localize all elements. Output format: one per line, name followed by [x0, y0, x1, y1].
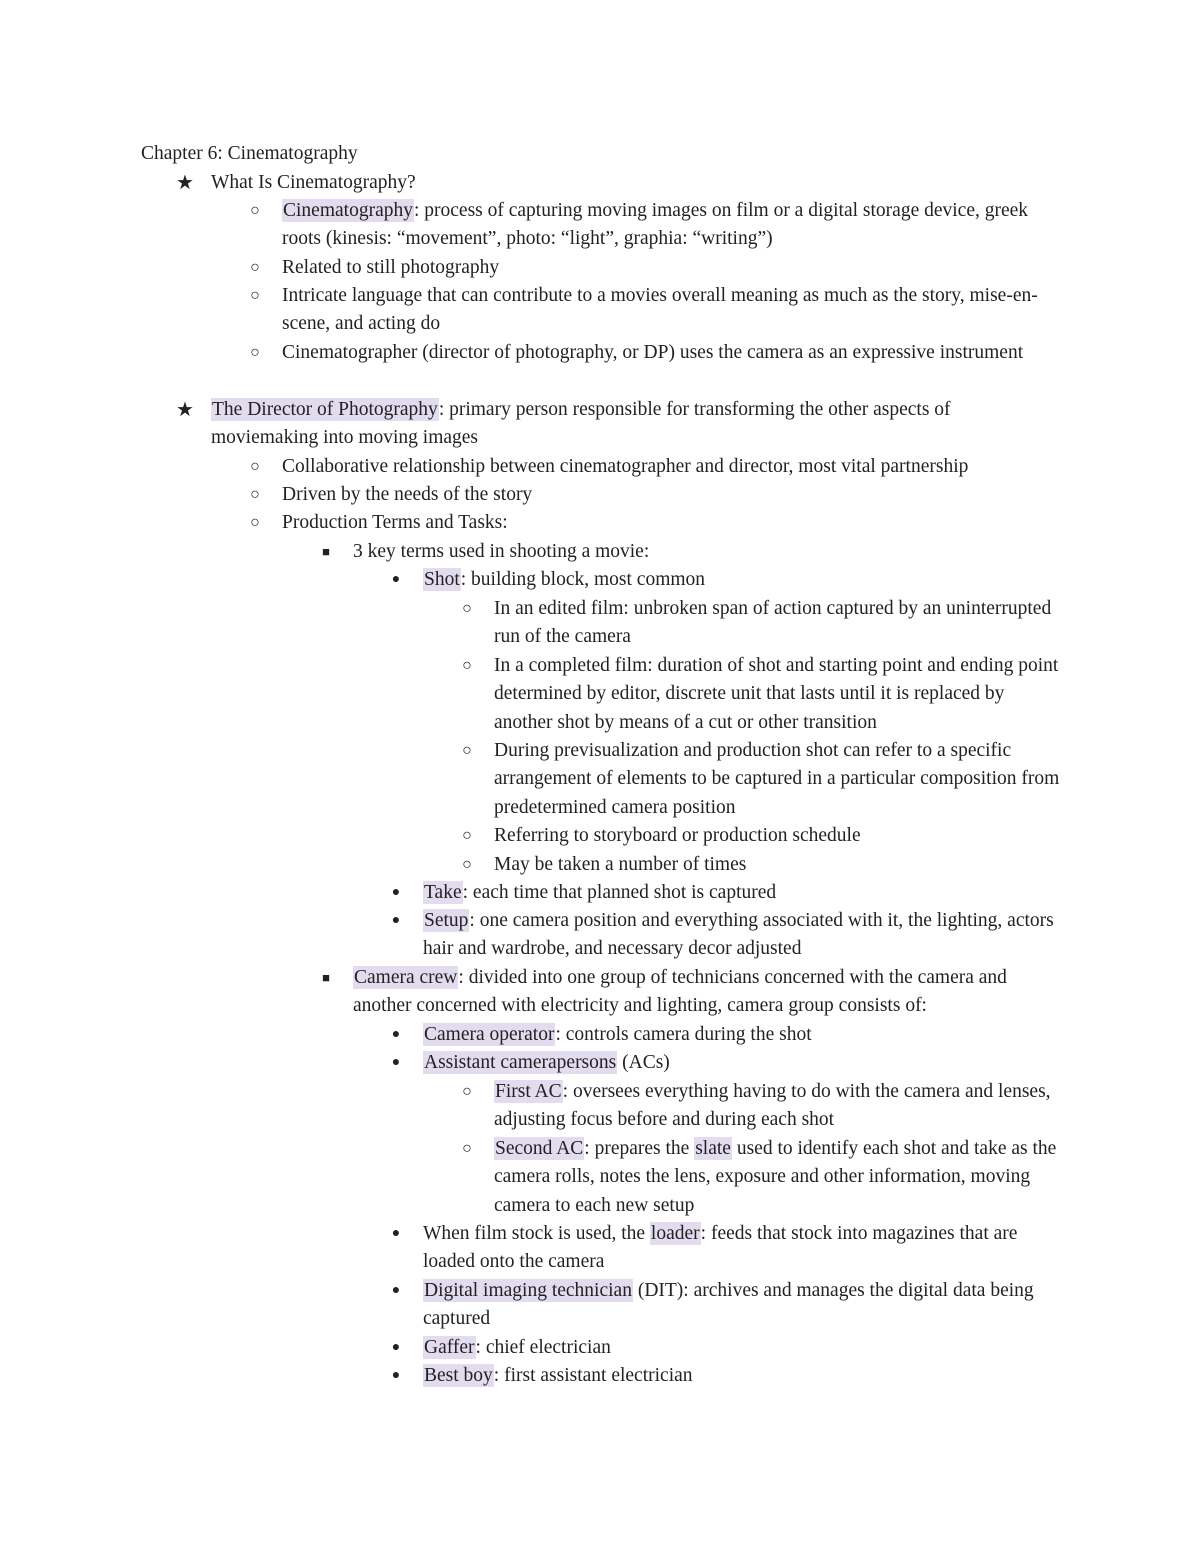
- highlighted-term: Assistant camerapersons: [424, 1052, 617, 1073]
- list-item: [391, 1049, 1058, 1077]
- list-item: [250, 282, 1057, 339]
- dot-bullet-icon: ●: [391, 885, 401, 900]
- star-bullet-icon: ★: [176, 172, 194, 194]
- definition-text: : primary person responsible for transforming the other aspects of moviemaking into moving images: [211, 399, 951, 449]
- highlighted-term: Gaffer: [424, 1337, 475, 1358]
- list-item: [462, 1135, 1064, 1220]
- definition-text: : oversees everything having to do with the camera and lenses, adjusting focus before and during each shot: [494, 1081, 1051, 1131]
- list-item: [462, 595, 1064, 652]
- highlighted-term: Digital imaging technician: [424, 1280, 632, 1301]
- section-heading: What Is Cinematography?: [211, 172, 416, 193]
- circle-bullet-icon: ○: [462, 600, 472, 617]
- section-director-of-photography: [176, 396, 1061, 453]
- list-item: [462, 1078, 1064, 1135]
- dot-bullet-icon: ●: [391, 1340, 401, 1355]
- list-item: [250, 481, 1057, 509]
- circle-bullet-icon: ○: [250, 287, 260, 304]
- circle-bullet-icon: ○: [250, 458, 260, 475]
- dot-bullet-icon: ●: [391, 913, 401, 928]
- circle-bullet-icon: ○: [462, 1083, 472, 1100]
- definition-text: : controls camera during the shot: [555, 1024, 812, 1045]
- chapter-title: Chapter 6: Cinematography: [141, 143, 358, 164]
- highlighted-term: First AC: [495, 1081, 562, 1102]
- highlighted-term: loader: [650, 1223, 700, 1244]
- list-item: [462, 851, 1064, 879]
- list-item: [250, 197, 1057, 254]
- definition-text: : first assistant electrician: [493, 1365, 693, 1386]
- highlighted-term: Second AC: [495, 1138, 584, 1159]
- item-text: Production Terms and Tasks:: [282, 512, 508, 533]
- dot-bullet-icon: ●: [391, 1283, 401, 1298]
- star-bullet-icon: ★: [176, 399, 194, 421]
- list-item: [391, 879, 1058, 907]
- dot-bullet-icon: ●: [391, 1226, 401, 1241]
- item-text: In an edited film: unbroken span of action captured by an uninterrupted run of the camera: [494, 598, 1052, 648]
- list-item: [391, 1277, 1058, 1334]
- list-item: [462, 652, 1064, 737]
- definition-text: : process of capturing moving images on film or a digital storage device, greek roots (kinesis: “movement”, photo: “light”, graphia: “writing”): [282, 200, 1029, 250]
- highlighted-term: Take: [424, 882, 462, 903]
- circle-bullet-icon: ○: [250, 202, 260, 219]
- highlighted-term: Camera crew: [354, 967, 458, 988]
- definition-text: (DIT): archives and manages the digital data being captured: [423, 1280, 1034, 1330]
- list-item: [391, 1334, 1058, 1362]
- list-item: [250, 254, 1057, 282]
- highlighted-term: slate: [695, 1138, 731, 1159]
- highlighted-term: Shot: [424, 569, 460, 590]
- item-text: Cinematographer (director of photography, or DP) uses the camera as an expressive instrument: [282, 342, 1024, 363]
- dot-bullet-icon: ●: [391, 1368, 401, 1383]
- definition-text: : each time that planned shot is captured: [462, 882, 777, 903]
- item-text: Collaborative relationship between cinematographer and director, most vital partnership: [282, 456, 969, 477]
- highlighted-term: The Director of Photography: [212, 399, 438, 420]
- section-what-is-cinematography: [176, 169, 1061, 197]
- definition-text: (ACs): [617, 1052, 670, 1073]
- item-text: During previsualization and production shot can refer to a specific arrangement of elements to be captured in a particular composition from predetermined camera position: [494, 740, 1060, 818]
- list-item: [322, 964, 1058, 1021]
- item-text: 3 key terms used in shooting a movie:: [353, 541, 650, 562]
- definition-text: : prepares the: [584, 1138, 695, 1159]
- list-item: [391, 1362, 1058, 1390]
- list-item: [462, 822, 1064, 850]
- list-item: [250, 453, 1057, 481]
- item-text: Intricate language that can contribute to a movies overall meaning as much as the story, mise-en-scene, and acting do: [282, 285, 1038, 335]
- highlighted-term: Best boy: [424, 1365, 493, 1386]
- circle-bullet-icon: ○: [250, 344, 260, 361]
- circle-bullet-icon: ○: [462, 827, 472, 844]
- highlighted-term: Camera operator: [424, 1024, 555, 1045]
- highlighted-term: Cinematography: [283, 200, 413, 221]
- dot-bullet-icon: ●: [391, 1055, 401, 1070]
- definition-text: : chief electrician: [475, 1337, 611, 1358]
- list-item: [462, 737, 1064, 822]
- highlighted-term: Setup: [424, 910, 469, 931]
- item-text: Related to still photography: [282, 257, 500, 278]
- definition-text: : building block, most common: [460, 569, 706, 590]
- circle-bullet-icon: ○: [462, 856, 472, 873]
- list-item: [391, 1220, 1058, 1277]
- definition-text: : divided into one group of technicians concerned with the camera and another concerned with electricity and lighting, camera group consists of:: [353, 967, 1007, 1017]
- list-item: [322, 538, 1058, 566]
- list-item: [391, 1021, 1058, 1049]
- square-bullet-icon: ■: [322, 544, 330, 559]
- list-item: [250, 509, 1057, 537]
- circle-bullet-icon: ○: [250, 486, 260, 503]
- circle-bullet-icon: ○: [462, 657, 472, 674]
- definition-text: When film stock is used, the: [423, 1223, 650, 1244]
- item-text: May be taken a number of times: [494, 854, 747, 875]
- circle-bullet-icon: ○: [250, 514, 260, 531]
- circle-bullet-icon: ○: [250, 259, 260, 276]
- circle-bullet-icon: ○: [462, 742, 472, 759]
- list-item: [391, 907, 1058, 964]
- definition-text: : feeds that stock into magazines that are loaded onto the camera: [423, 1223, 1018, 1273]
- definition-text: : one camera position and everything associated with it, the lighting, actors hair and wardrobe, and necessary decor adjusted: [423, 910, 1054, 960]
- item-text: In a completed film: duration of shot and starting point and ending point determined by editor, discrete unit that lasts until it is replaced by another shot by means of a cut or other transition: [494, 655, 1059, 733]
- item-text: Driven by the needs of the story: [282, 484, 533, 505]
- list-item: [250, 339, 1057, 367]
- square-bullet-icon: ■: [322, 970, 330, 985]
- dot-bullet-icon: ●: [391, 572, 401, 587]
- list-item: [391, 566, 1058, 594]
- definition-text: used to identify each shot and take as the camera rolls, notes the lens, exposure and other information, moving camera to each new setup: [494, 1138, 1057, 1216]
- dot-bullet-icon: ●: [391, 1027, 401, 1042]
- item-text: Referring to storyboard or production schedule: [494, 825, 861, 846]
- circle-bullet-icon: ○: [462, 1140, 472, 1157]
